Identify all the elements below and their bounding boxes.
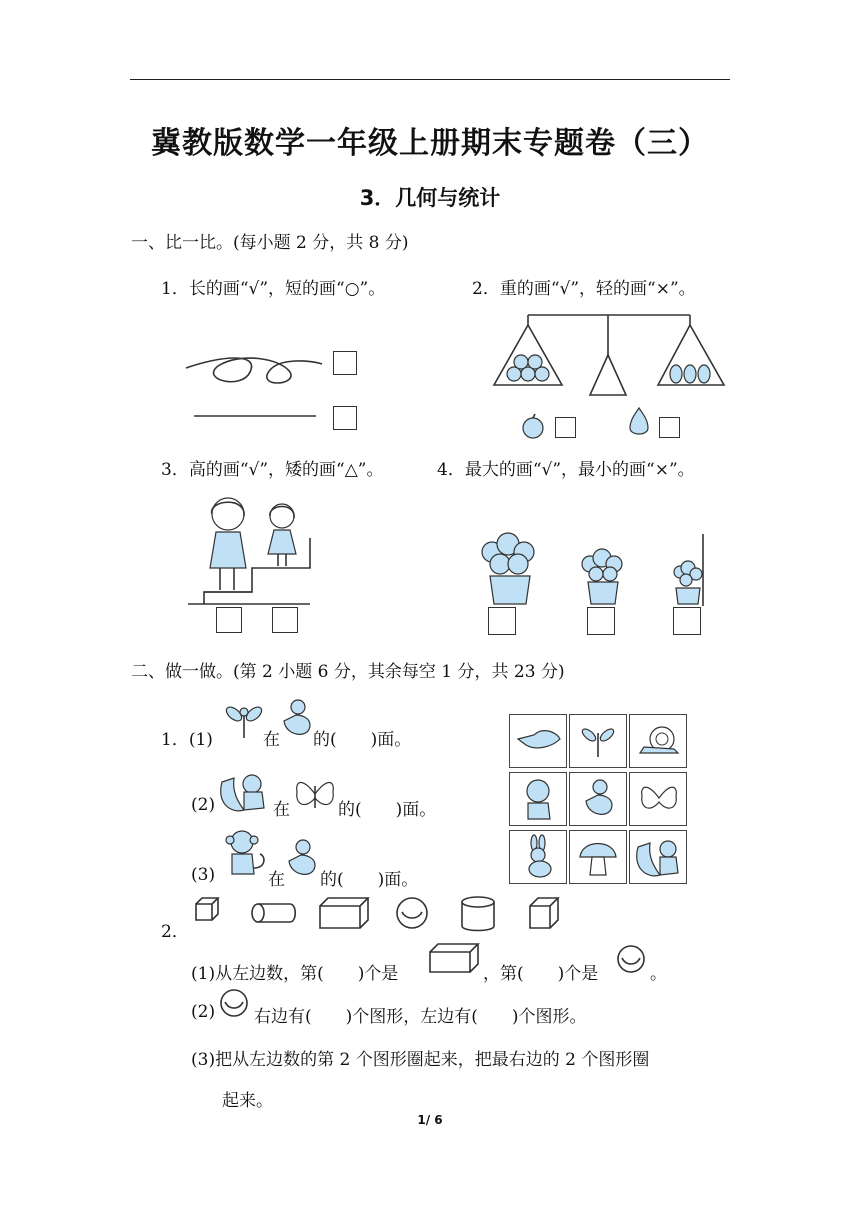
- flower-pots-icon: [472, 530, 707, 610]
- question-1-3: 3．高的画“√”，矮的画“△”。: [161, 460, 384, 480]
- cube-icon: [530, 898, 558, 928]
- question-1-4: 4．最大的画“√”，最小的画“×”。: [437, 460, 695, 480]
- apple-pile-icon: [507, 355, 549, 381]
- apple-icon: [522, 414, 546, 440]
- page-subtitle: 3．几何与统计: [359, 186, 501, 210]
- butterfly-icon: [638, 781, 680, 817]
- q2-2-3-line2: 起来。: [222, 1091, 273, 1111]
- grid-cell-dragonfly: [569, 714, 627, 768]
- butterfly-icon: [293, 776, 337, 812]
- grid-cell-rabbit: [509, 830, 567, 884]
- answer-box-apple[interactable]: [555, 417, 576, 438]
- q2-1-3-in: 在: [268, 870, 285, 890]
- flower-pot-medium-icon: [582, 549, 622, 604]
- q2-2-1-a: (1)从左边数，第( )个是: [191, 964, 399, 984]
- grid-cell-butterfly: [629, 772, 687, 826]
- top-rule: [130, 79, 730, 80]
- flower-pot-large-icon: [482, 533, 534, 604]
- answer-box-pear[interactable]: [659, 417, 680, 438]
- question-1-1: 1．长的画“√”，短的画“○”。: [161, 279, 386, 299]
- grid-cell-bird: [509, 714, 567, 768]
- q2-1-3-number: (3): [191, 865, 216, 885]
- cylinder-icon: [252, 904, 295, 922]
- answer-box-medium-pot[interactable]: [587, 607, 615, 635]
- grid-cell-squirrel: [629, 830, 687, 884]
- squirrel-icon: [218, 768, 272, 814]
- sphere-icon: [219, 988, 253, 1018]
- cube-icon: [196, 898, 218, 920]
- cuboid-icon: [428, 942, 482, 974]
- q2-1-1-in: 在: [263, 730, 280, 750]
- monkey-icon: [518, 777, 558, 821]
- balance-scale-icon: [490, 310, 730, 390]
- squirrel-icon: [634, 835, 684, 879]
- dragonfly-icon: [580, 723, 616, 759]
- rope-icon: [180, 350, 330, 430]
- bird-icon: [516, 725, 562, 757]
- answer-box-small-pot[interactable]: [673, 607, 701, 635]
- answer-box-long[interactable]: [333, 351, 357, 375]
- q2-1-2-number: (2): [191, 795, 216, 815]
- short-girl-icon: [268, 504, 296, 566]
- sphere-icon: [397, 898, 427, 928]
- answer-box-short[interactable]: [333, 406, 357, 430]
- q2-2-2-number: (2): [191, 1002, 216, 1022]
- pear-icon: [628, 406, 650, 440]
- girls-on-steps-icon: [186, 492, 316, 607]
- animal-grid: [509, 714, 689, 882]
- q2-1-3-blank: 的( )面。: [320, 870, 419, 890]
- answer-box-tall-girl[interactable]: [216, 607, 242, 633]
- q2-1-1-blank: 的( )面。: [313, 730, 412, 750]
- mushroom-icon: [578, 837, 618, 879]
- cylinder-upright-icon: [462, 897, 494, 931]
- pear-pile-icon: [670, 365, 710, 383]
- shape-row: [194, 894, 564, 934]
- rabbit-icon: [522, 835, 558, 879]
- answer-box-short-girl[interactable]: [272, 607, 298, 633]
- q2-2-1-b: ，第( )个是: [483, 964, 599, 984]
- q2-1-2-blank: 的( )面。: [338, 800, 437, 820]
- tall-girl-icon: [210, 498, 246, 590]
- sphere-icon: [616, 944, 650, 974]
- q2-2-3-line1: (3)把从左边数的第 2 个图形圈起来，把最右边的 2 个图形圈: [191, 1050, 650, 1070]
- duck-icon: [582, 777, 616, 821]
- page-number: 1/ 6: [417, 1113, 443, 1127]
- grid-cell-mushroom: [569, 830, 627, 884]
- duck-icon: [280, 697, 314, 741]
- q2-1-2-in: 在: [273, 800, 290, 820]
- dragonfly-icon: [224, 700, 264, 740]
- flower-pot-small-icon: [674, 534, 703, 606]
- q2-1-1-number: 1．(1): [161, 730, 213, 750]
- section1-heading: 一、比一比。(每小题 2 分，共 8 分): [131, 233, 409, 253]
- grid-cell-duck: [569, 772, 627, 826]
- q2-2-number: 2．: [161, 922, 189, 942]
- cuboid-icon: [320, 898, 368, 928]
- duck-icon: [285, 837, 319, 881]
- grid-cell-snail: [629, 714, 687, 768]
- snail-icon: [638, 723, 680, 759]
- q2-2-1-c: 。: [650, 964, 667, 984]
- question-1-2: 2．重的画“√”，轻的画“×”。: [472, 279, 696, 299]
- section2-heading: 二、做一做。(第 2 小题 6 分，其余每空 1 分，共 23 分): [131, 662, 565, 682]
- grid-cell-monkey: [509, 772, 567, 826]
- page-title: 冀教版数学一年级上册期末专题卷（三）: [151, 126, 709, 161]
- monkey-icon: [222, 828, 268, 880]
- answer-box-large-pot[interactable]: [488, 607, 516, 635]
- q2-2-2-text: 右边有( )个图形，左边有( )个图形。: [254, 1007, 587, 1027]
